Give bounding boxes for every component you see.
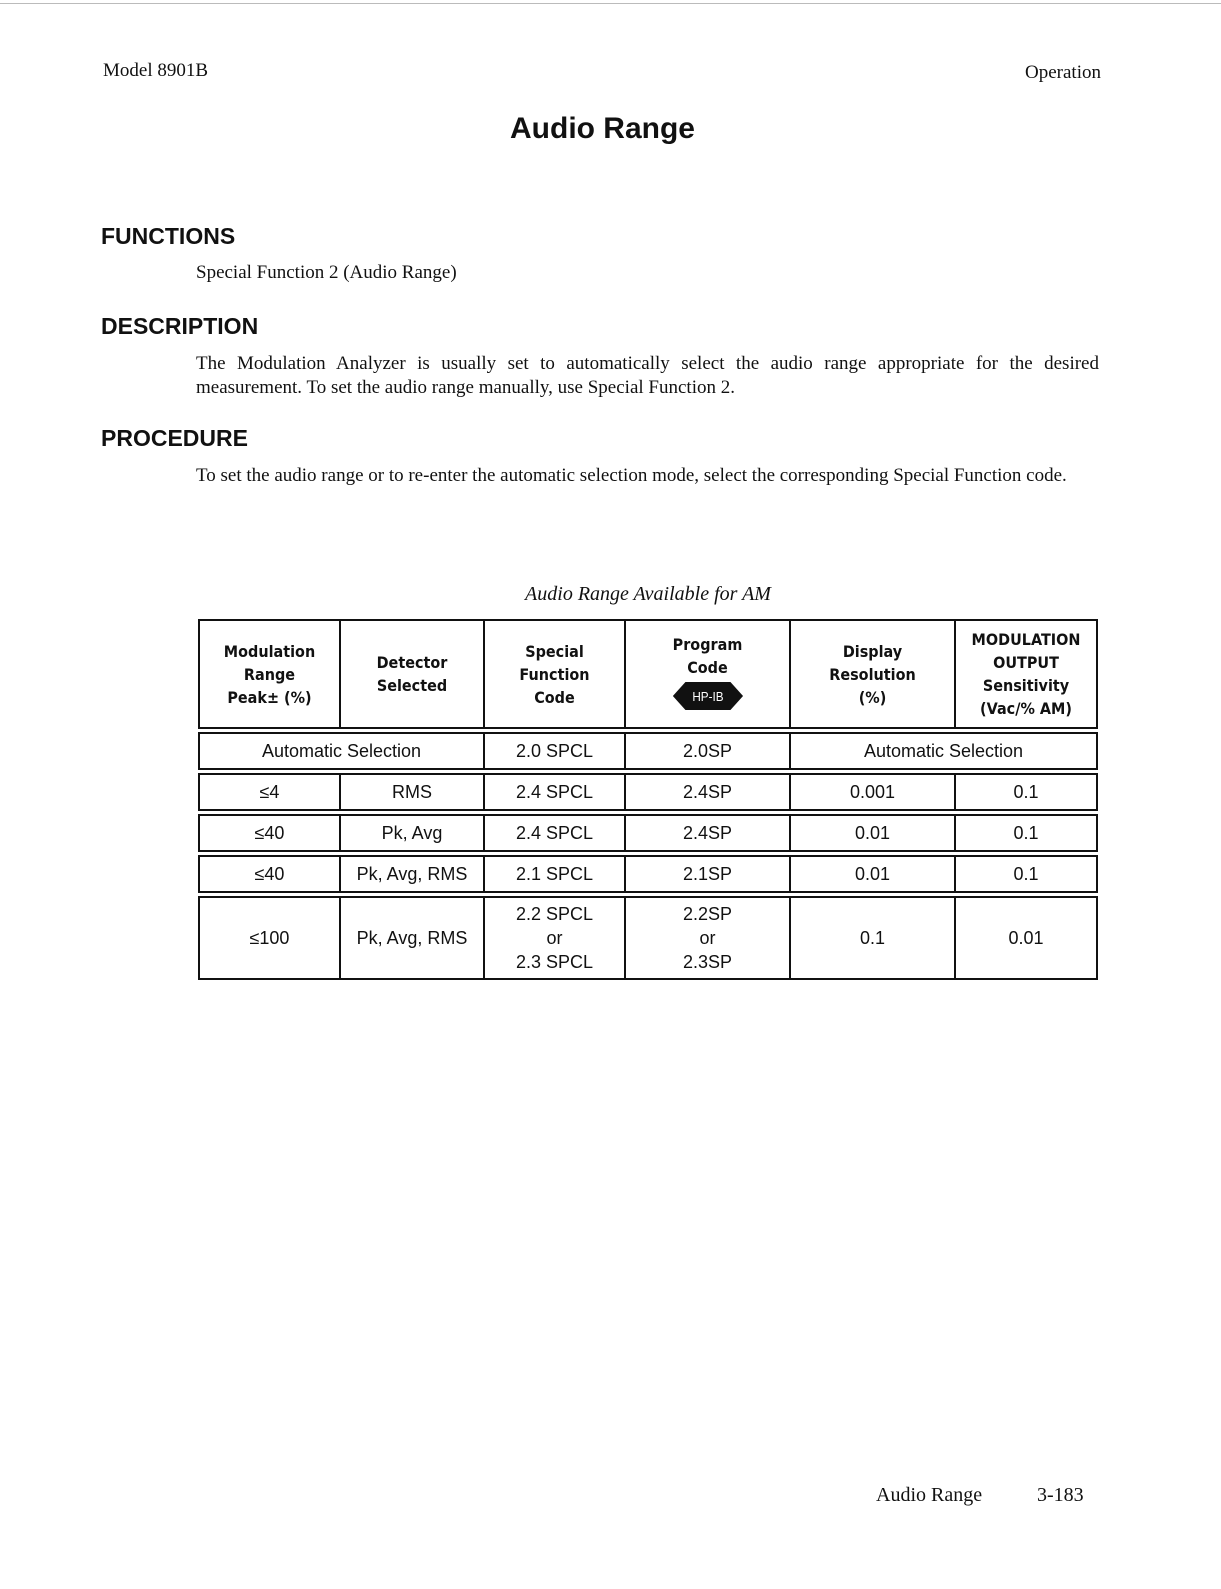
cell-line: 2.3SP (682, 952, 733, 972)
cell-range: ≤40 (199, 856, 340, 892)
header-program-code (633, 620, 782, 728)
cell-range: ≤4 (199, 774, 340, 810)
functions-heading: FUNCTIONS (101, 223, 236, 249)
footer-page-number: 3-183 (1037, 1484, 1084, 1506)
cell-automatic-left: Automatic Selection (199, 733, 484, 769)
cell-special: 2.0 SPCL (484, 733, 625, 769)
header-display-resolution (798, 620, 947, 728)
header-text: Code (687, 657, 728, 677)
header-text: Code (534, 687, 575, 707)
cell-resolution: 0.01 (790, 856, 955, 892)
cell-detector: Pk, Avg, RMS (340, 897, 484, 979)
footer-section-name: Audio Range (876, 1484, 983, 1506)
header-text: Range (243, 664, 296, 684)
header-row (199, 620, 1097, 728)
cell-special: 2.4 SPCL (484, 774, 625, 810)
cell-resolution: 0.1 (790, 897, 955, 979)
cell-line: 2.2SP (682, 904, 733, 924)
header-text: Special (525, 641, 584, 661)
table-row-automatic (199, 733, 1097, 769)
table-caption: Audio Range Available for AM (525, 583, 771, 605)
header-text: MODULATION (971, 630, 1081, 649)
header-modulation-range (206, 620, 333, 728)
cell-detector: RMS (340, 774, 484, 810)
header-text: Modulation (223, 641, 316, 661)
cell-detector: Pk, Avg (340, 815, 484, 851)
header-modulation-output (962, 620, 1090, 728)
header-text: Sensitivity (982, 676, 1070, 695)
cell-program: 2.4SP (625, 774, 790, 810)
header-text: Selected (376, 676, 448, 695)
cell-line: 2.2 SPCL (515, 904, 594, 924)
cell-sensitivity: 0.1 (955, 856, 1097, 892)
header-text: Function (519, 664, 590, 684)
cell-line: 2.3 SPCL (515, 952, 594, 972)
description-heading: DESCRIPTION (101, 313, 259, 339)
cell-range: ≤100 (199, 897, 340, 979)
cell-sensitivity: 0.01 (955, 897, 1097, 979)
procedure-text: To set the audio range or to re-enter the automatic selection mode, select the corresponding Special Function code. (196, 465, 1067, 486)
cell-automatic-right: Automatic Selection (790, 733, 1097, 769)
cell-special: 2.4 SPCL (484, 815, 625, 851)
header-text: (Vac/% AM) (980, 699, 1072, 718)
header-detector-selected (347, 620, 477, 728)
header-text: Detector (376, 653, 448, 672)
header-section: Operation (1025, 62, 1101, 83)
header-text: OUTPUT (993, 653, 1059, 672)
page-title: Audio Range (510, 112, 695, 145)
cell-special-multi (484, 897, 625, 979)
hp-ib-arrow-icon (634, 682, 781, 716)
header-model: Model 8901B (103, 60, 209, 81)
cell-sensitivity: 0.1 (955, 815, 1097, 851)
cell-line: or (546, 928, 563, 948)
cell-resolution: 0.001 (790, 774, 955, 810)
cell-range: ≤40 (199, 815, 340, 851)
header-text: (%) (858, 687, 887, 707)
cell-resolution: 0.01 (790, 815, 955, 851)
cell-line: or (699, 928, 716, 948)
functions-text: Special Function 2 (Audio Range) (196, 262, 457, 283)
procedure-heading: PROCEDURE (101, 425, 248, 451)
header-special-function-code (491, 620, 618, 728)
cell-sensitivity: 0.1 (955, 774, 1097, 810)
cell-detector: Pk, Avg, RMS (340, 856, 484, 892)
hp-ib-label: HP-IB (691, 688, 724, 704)
table-row (199, 856, 1097, 892)
header-text: Program (672, 634, 743, 654)
audio-range-table (198, 619, 1098, 980)
header-text: Display (842, 641, 903, 661)
description-text: The Modulation Analyzer is usually set to automatically select the audio range appropriate for the desired measurement. To set the audio range manually, use Special Function 2. (196, 353, 1099, 398)
table-row (199, 774, 1097, 810)
cell-program: 2.4SP (625, 815, 790, 851)
table-row (199, 815, 1097, 851)
top-rule (0, 3, 1221, 4)
header-text: Peak± (%) (227, 687, 312, 707)
cell-special: 2.1 SPCL (484, 856, 625, 892)
header-text: Resolution (829, 664, 916, 684)
table-row-last (199, 897, 1097, 979)
cell-program: 2.1SP (625, 856, 790, 892)
cell-program-multi (625, 897, 790, 979)
cell-program: 2.0SP (625, 733, 790, 769)
